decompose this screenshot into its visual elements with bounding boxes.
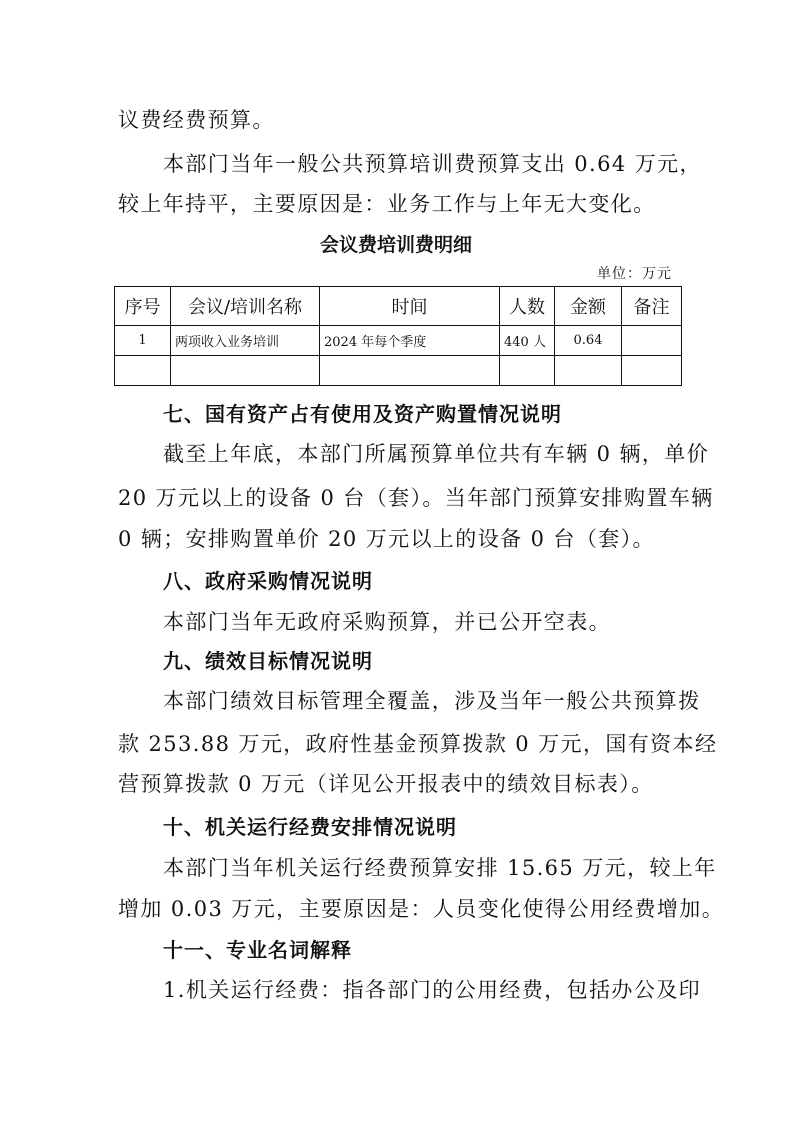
- paragraph-line: 较上年持平，主要原因是：业务工作与上年无大变化。: [118, 192, 656, 216]
- paragraph-line: 0 辆；安排购置单价 20 万元以上的设备 0 台（套）。: [118, 527, 655, 551]
- table-title: 会议费培训费明细: [319, 234, 472, 256]
- table-cell: [500, 356, 555, 386]
- paragraph-line: 20 万元以上的设备 0 台（套）。当年部门预算安排购置车辆: [118, 486, 714, 510]
- table-row: [115, 356, 682, 386]
- table-cell: [320, 356, 500, 386]
- header-cell: 备注: [622, 287, 682, 326]
- table-unit: 单位：万元: [597, 266, 672, 282]
- header-cell: 会议/培训名称: [171, 287, 320, 326]
- header-cell: 序号: [115, 287, 171, 326]
- header-cell: 金额: [555, 287, 622, 326]
- paragraph-line: 增加 0.03 万元，主要原因是：人员变化使得公用经费增加。: [118, 897, 725, 921]
- header-cell: 人数: [500, 287, 555, 326]
- meeting-training-table: [114, 286, 682, 386]
- table-cell: 1: [115, 326, 171, 356]
- paragraph-line: 本部门当年无政府采购预算，并已公开空表。: [163, 610, 611, 634]
- table-cell: 440 人: [500, 326, 555, 356]
- table-cell: [171, 356, 320, 386]
- paragraph-line: 本部门绩效目标管理全覆盖，涉及当年一般公共预算拨: [163, 689, 701, 713]
- section-heading: 十一、专业名词解释: [163, 938, 352, 962]
- table-cell: [555, 356, 622, 386]
- table-cell: 2024 年每个季度: [320, 326, 500, 356]
- section-heading: 八、政府采购情况说明: [163, 569, 373, 593]
- table-header-row: [115, 287, 682, 326]
- header-cell: 时间: [320, 287, 500, 326]
- paragraph-line: 本部门当年机关运行经费预算安排 15.65 万元，较上年: [163, 856, 717, 880]
- section-heading: 十、机关运行经费安排情况说明: [163, 815, 457, 839]
- paragraph-line: 截至上年底，本部门所属预算单位共有车辆 0 辆，单价: [163, 442, 710, 466]
- paragraph-line: 1.机关运行经费：指各部门的公用经费，包括办公及印: [163, 978, 702, 1002]
- paragraph-line: 款 253.88 万元，政府性基金预算拨款 0 万元，国有资本经: [118, 732, 718, 756]
- table-cell: [622, 356, 682, 386]
- table-cell: [115, 356, 171, 386]
- section-heading: 七、国有资产占有使用及资产购置情况说明: [163, 402, 562, 426]
- section-heading: 九、绩效目标情况说明: [163, 649, 373, 673]
- paragraph-line: 议费经费预算。: [118, 108, 275, 132]
- paragraph-line: 本部门当年一般公共预算培训费预算支出 0.64 万元，: [163, 152, 702, 176]
- paragraph-line: 营预算拨款 0 万元（详见公开报表中的绩效目标表）。: [118, 772, 654, 796]
- table-cell: 0.64: [555, 326, 622, 356]
- table-row: [115, 326, 682, 356]
- table-cell: 两项收入业务培训: [171, 326, 320, 356]
- table-cell: [622, 326, 682, 356]
